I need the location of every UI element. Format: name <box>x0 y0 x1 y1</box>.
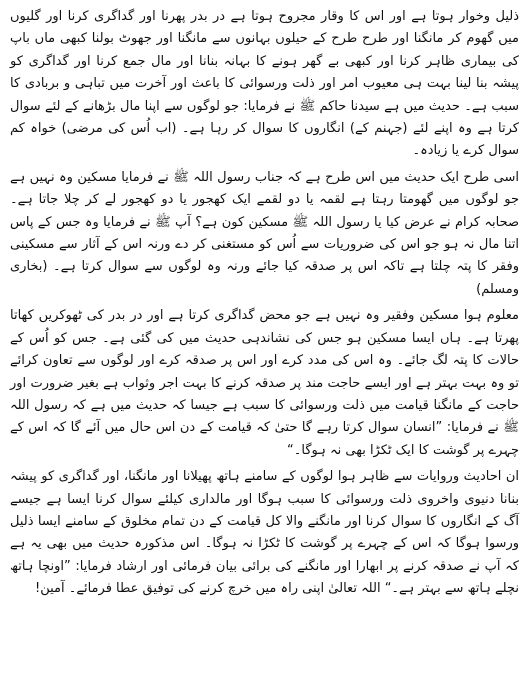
paragraph: ان احادیث وروایات سے ظاہر ہوا لوگوں کے سامنے ہاتھ پھیلانا اور مانگنا، اور گداگری کو پیشہ بنانا دنیوی واخروی ذلت ورسوائی کا سبب ہوگا اور مالداری کیلئے سوال کرنا ایسا ہے جیسے آگ کے انگاروں کا سوال کرنا اور مانگنے والا کل قیامت کے دن تمام مخلوق کے سامنے ایسا ذلیل ورسوا ہوگا کہ اس کے چہرے پر گوشت کا ٹکڑا نہ ہوگا۔ اس مذکورہ حدیث میں بھی یہ ہے کہ آپ نے صدقہ کرنے پر ابھارا اور مانگنے کی برائی بیان فرمائی اور ارشاد فرمایا: ”اونچا ہاتھ نچلے ہاتھ سے بہتر ہے۔“ اللہ تعالیٰ اپنی راہ میں خرچ کرنے کی توفیق عطا فرمائے۔ آمین! <box>10 469 519 597</box>
paragraph: اسی طرح ایک حدیث میں اس طرح ہے کہ جناب رسول اللہ ﷺ نے فرمایا مسکین وہ نہیں ہے جو لوگوں میں گھومتا رہتا ہے لقمہ یا دو لقمے ایک کھجور یا دو کھجور لے کر چلا جاتا ہے۔ صحابہ کرام نے عرض کیا یا رسول اللہ ﷺ مسکین کون ہے؟ آپ ﷺ نے فرمایا وہ جس کے پاس اتنا مال نہ ہو جو اس کی ضروریات سے اُس کو مستغنی کر دے ورنہ اس کے آثار سے مسکینی وفقر کا پتہ چلتا ہے تاکہ اس پر صدقہ کیا جائے ورنہ وہ لوگوں سے سوال کرتا ہے۔ (بخاری ومسلم) <box>10 169 519 297</box>
paragraph: ذلیل وخوار ہوتا ہے اور اس کا وقار مجروح ہوتا ہے در بدر پھرنا اور گداگری کرنا اور گلیوں میں گھوم کر مانگنا اور طرح طرح کے حیلوں بہانوں سے مانگنا اور جھوٹ بولنا کبھی ماں باپ کی بیماری ظاہر کرنا اور کبھی بے گھر ہونے کا بہانہ بنانا اور مال جمع کرنا اور گداگری کو پیشہ بنا لینا بہت ہی معیوب امر اور ذلت ورسوائی کا باعث اور آخرت میں تباہی و بربادی کا سبب ہے۔ حدیث میں ہے سیدنا حاکم ﷺ نے فرمایا: جو لوگوں سے اپنا مال بڑھانے کے لئے سوال کرتا ہے وہ اپنے لئے (جہنم کے) انگاروں کا سوال کر رہا ہے۔ (اب اُس کی مرضی) خواہ کم سوال کرے یا زیادہ۔ <box>10 9 519 159</box>
body-text <box>10 6 519 601</box>
paragraph: معلوم ہوا مسکین وفقیر وہ نہیں ہے جو محض گداگری کرتا ہے اور در بدر کی ٹھوکریں کھاتا پھرتا ہے۔ ہاں ایسا مسکین ہو جس کی نشاندہی حدیث میں کی گئی ہے۔ جس کو اُس کے حالات کا پتہ لگ جائے۔ وہ اس کی مدد کرے اور اس پر صدقہ کرے اور لوگوں سے تعاون کرائے تو وہ بہت بہتر ہے اور ایسے حاجت مند پر صدقہ کرنے کا بہت اجر وثواب ہے بغیر ضرورت اور حاجت کے مانگنا قیامت میں ذلت ورسوائی کا سبب ہے جیسا کہ حدیث میں ہے کہ رسول اللہ ﷺ نے فرمایا: ”انسان سوال کرتا رہے گا حتیٰ کہ قیامت کے دن اس حال میں آئے گا کہ اس کے چہرے پر گوشت کا ایک ٹکڑا بھی نہ ہوگا۔“ <box>10 308 519 458</box>
